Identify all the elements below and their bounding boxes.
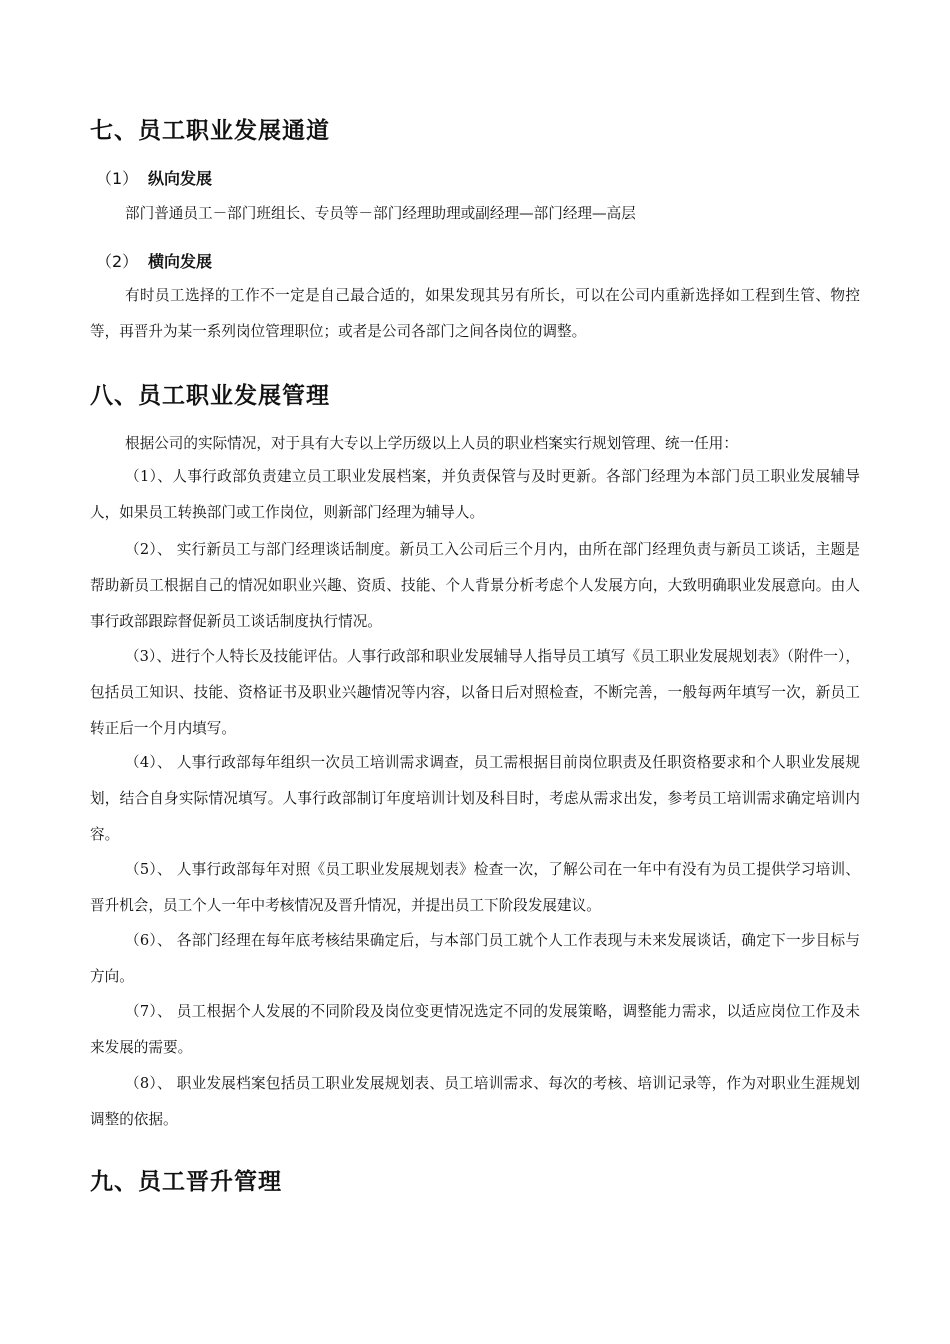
subsection-heading-horizontal	[96, 249, 212, 272]
subsection-label: 横向发展	[148, 252, 213, 271]
subsection-heading-vertical	[96, 166, 212, 189]
career-path-horizontal-text: 有时员工选择的工作不一定是自己最合适的，如果发现其另有所长，可以在公司内重新选择如工程到生管、物控等，再晋升为某一系列岗位管理职位；或者是公司各部门之间各岗位的调整。	[90, 287, 860, 340]
management-item-2: （2）、 实行新员工与部门经理谈话制度。新员工入公司后三个月内，由所在部门经理负责与新员工谈话，主题是帮助新员工根据自己的情况如职业兴趣、资质、技能、个人背景分析考虑个人发展方向，大致明确职业发展意向。由人事行政部跟踪督促新员工谈话制度执行情况。	[90, 541, 860, 630]
management-item-5: （5）、 人事行政部每年对照《员工职业发展规划表》检查一次，了解公司在一年中有没有为员工提供学习培训、晋升机会，员工个人一年中考核情况及晋升情况，并提出员工下阶段发展建议。	[90, 861, 860, 914]
career-path-vertical-text: 部门普通员工－部门班组长、专员等－部门经理助理或副经理—部门经理—高层	[125, 205, 636, 222]
subsection-number: （2）	[96, 252, 139, 271]
subsection-label: 纵向发展	[148, 169, 213, 188]
management-item-7: （7）、 员工根据个人发展的不同阶段及岗位变更情况选定不同的发展策略，调整能力需求，以适应岗位工作及未来发展的需要。	[90, 1003, 860, 1056]
management-item-8: （8）、 职业发展档案包括员工职业发展规划表、员工培训需求、每次的考核、培训记录等，作为对职业生涯规划调整的依据。	[90, 1075, 860, 1128]
section-title-8: 八、员工职业发展管理	[90, 383, 330, 409]
management-intro: 根据公司的实际情况，对于具有大专以上学历级以上人员的职业档案实行规划管理、统一任用：	[125, 435, 738, 452]
management-item-6: （6）、 各部门经理在每年底考核结果确定后，与本部门员工就个人工作表现与未来发展谈话，确定下一步目标与方向。	[90, 932, 860, 985]
subsection-number: （1）	[96, 169, 139, 188]
management-item-4: （4）、 人事行政部每年组织一次员工培训需求调查，员工需根据目前岗位职责及任职资格要求和个人职业发展规划，结合自身实际情况填写。人事行政部制订年度培训计划及科目时，考虑从需求出发，参考员工培训需求确定培训内容。	[90, 754, 860, 843]
management-item-3: （3）、进行个人特长及技能评估。人事行政部和职业发展辅导人指导员工填写《员工职业发展规划表》（附件一），包括员工知识、技能、资格证书及职业兴趣情况等内容，以备日后对照检查，不断完善，一般每两年填写一次，新员工转正后一个月内填写。	[90, 648, 860, 737]
management-item-1: （1）、人事行政部负责建立员工职业发展档案，并负责保管与及时更新。各部门经理为本部门员工职业发展辅导人，如果员工转换部门或工作岗位，则新部门经理为辅导人。	[90, 468, 860, 521]
section-title-9: 九、员工晋升管理	[90, 1169, 282, 1195]
section-title-7: 七、员工职业发展通道	[90, 118, 330, 144]
